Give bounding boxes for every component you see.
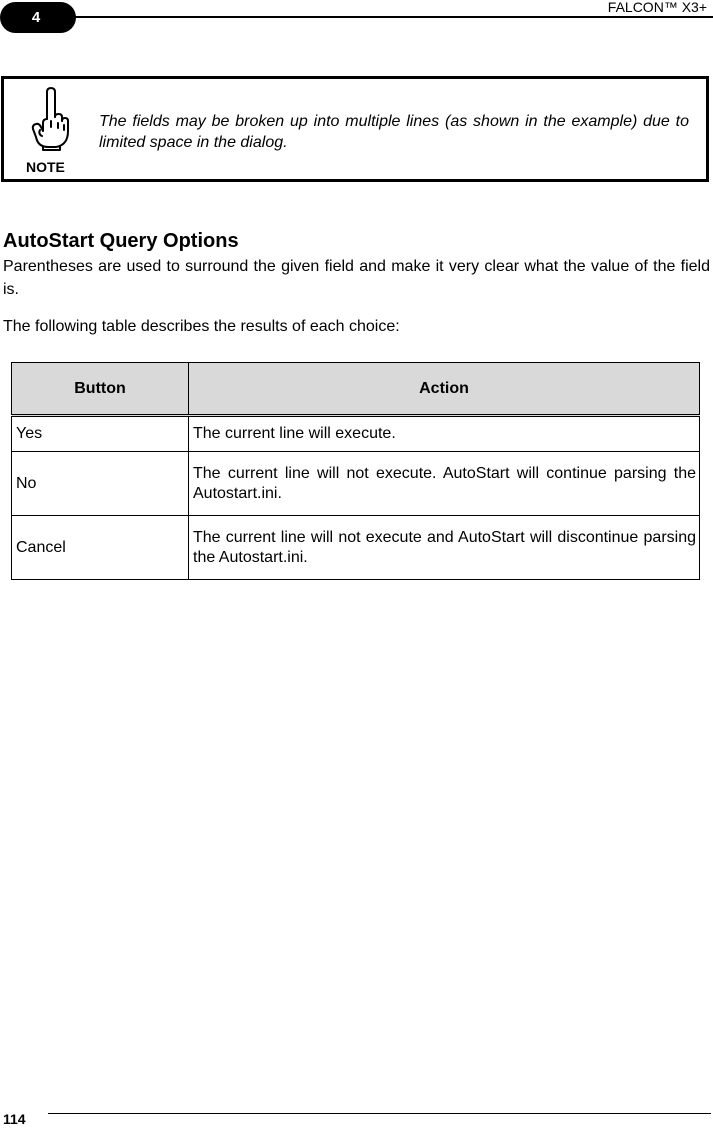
action-cell: The current line will not execute and AutoStart will discontinue parsing the Autostart.ini. xyxy=(189,516,700,580)
note-label: NOTE xyxy=(26,159,65,175)
chapter-badge: 4 xyxy=(0,2,76,33)
page-number: 114 xyxy=(3,1111,26,1127)
column-header-action: Action xyxy=(189,363,700,416)
button-cell: No xyxy=(12,452,189,516)
table-row xyxy=(12,516,700,580)
table-row xyxy=(12,416,700,452)
action-cell: The current line will execute. xyxy=(189,416,700,452)
pointing-hand-icon xyxy=(30,87,70,151)
header-rule xyxy=(72,16,713,18)
button-cell: Yes xyxy=(12,416,189,452)
note-text: The fields may be broken up into multiple lines (as shown in the example) due to limited space in the dialog. xyxy=(99,113,689,151)
note-box xyxy=(1,76,709,182)
footer-rule xyxy=(48,1113,711,1114)
table-header-row xyxy=(12,363,700,416)
table-row xyxy=(12,452,700,516)
column-header-button: Button xyxy=(12,363,189,416)
product-name: FALCON™ X3+ xyxy=(607,0,707,15)
section-paragraph: Parentheses are used to surround the given field and make it very clear what the value of the field is. xyxy=(3,258,710,298)
table-intro-paragraph: The following table describes the results of each choice: xyxy=(3,318,400,335)
results-table xyxy=(11,362,700,580)
action-cell: The current line will not execute. AutoStart will continue parsing the Autostart.ini. xyxy=(189,452,700,516)
button-cell: Cancel xyxy=(12,516,189,580)
section-title: AutoStart Query Options xyxy=(3,230,239,252)
